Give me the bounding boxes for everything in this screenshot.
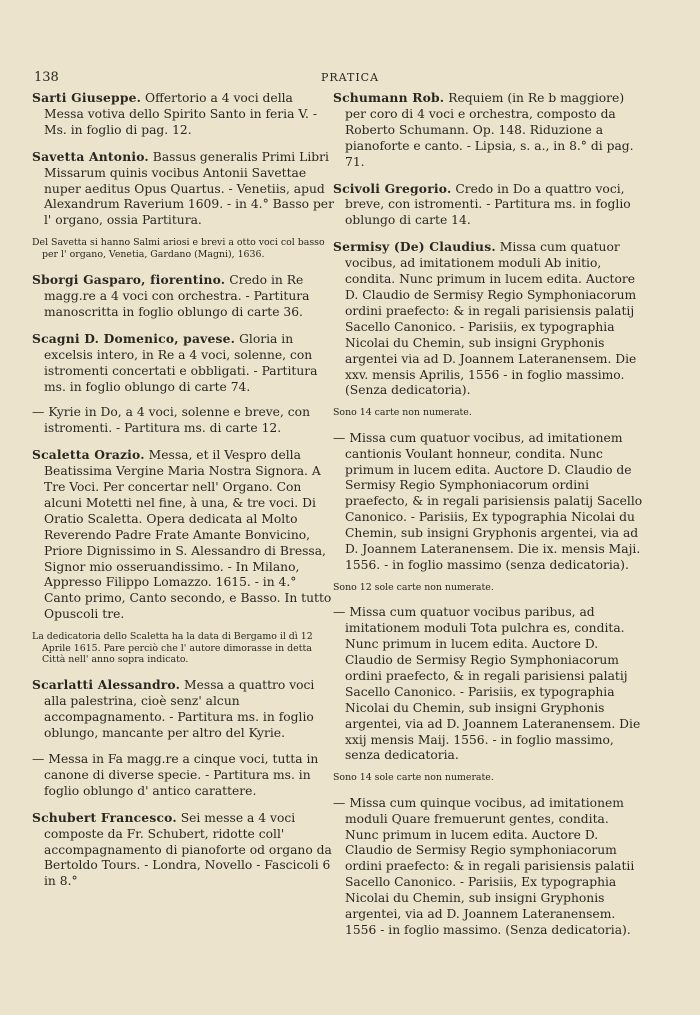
entry-text: Messa in Fa magg.re a cinque voci, tutta in canone di diverse specie. - Partitura ms. in foglio oblungo d' antico carattere. xyxy=(44,752,319,798)
catalog-entry xyxy=(32,405,334,437)
footnote xyxy=(32,631,334,665)
footnote xyxy=(333,582,643,593)
entry-dash: — xyxy=(32,752,45,767)
catalog-entry xyxy=(333,90,643,171)
entry-text: Sei messe a 4 voci composte da Fr. Schubert, ridotte coll' accompagnamento di pianoforte od organo da Bertoldo Tours. - Londra, Novello - Fascicoli 6 in 8.° xyxy=(44,810,332,889)
entry-heading: Scaletta Orazio. xyxy=(32,447,145,463)
entry-text: Requiem (in Re b maggiore) per coro di 4 voci e orchestra, composto da Roberto Schumann. Op. 148. Riduzione a pianoforte e canto. - Lipsia, s. a., in 8.° di pag. 71. xyxy=(345,91,634,169)
entry-dash: — xyxy=(333,795,346,810)
entry-text: Offertorio a 4 voci della Messa votiva dello Spirito Santo in feria V. - Ms. in foglio di pag. 12. xyxy=(44,91,318,137)
footnote-text: Sono 14 carte non numerate. xyxy=(333,407,472,419)
entry-heading: Scagni D. Domenico, pavese. xyxy=(32,330,236,346)
entry-heading: Scivoli Gregorio. xyxy=(333,180,452,196)
catalog-entry xyxy=(32,677,334,742)
catalog-entry xyxy=(333,796,643,939)
footnote xyxy=(32,237,334,260)
entry-text: Messa, et il Vespro della Beatissima Vergine Maria Nostra Signora. A Tre Voci. Per concertar nell' Organo. Con alcuni Motetti nel fine, à una, & tre voci. Di Oratio Scaletta. Opera dedicata al Molto Reverendo Padre Frate Amante Bonvicino, Priore Dignissimo in S. Alessandro di Bressa, Signor mio osseruandissimo. - In Milano, Appresso Filippo Lomazzo. 1615. - in 4.° Canto primo, Canto secondo, e Basso. In tutto Opuscoli tre. xyxy=(44,448,332,622)
entry-heading: Savetta Antonio. xyxy=(32,148,149,164)
entry-text: Gloria in excelsis intero, in Re a 4 voci, solenne, con istromenti concertati e obbligati. - Partitura ms. in foglio oblungo di carte 74. xyxy=(44,331,318,394)
entry-text: Credo in Do a quattro voci, breve, con istromenti. - Partitura ms. in foglio oblungo di carte 14. xyxy=(345,181,631,228)
entry-text: Missa cum quatuor vocibus paribus, ad imitationem moduli Tota pulchra es, condita. Nunc primum in lucem edita. Auctore D. Claudio de Sermisy Regio Symphoniacorum ordini praefecto, & in regali parisiensi palatij Sacello Canonico. - Parisiis, ex typographia Nicolai du Chemin, sub insigni Gryphonis argentei, via ad D. Joannem Lateranensem. Die xxij mensis Maij. 1556. - in foglio massimo, senza dedicatoria. xyxy=(345,605,641,763)
footnote-text: Del Savetta si hanno Salmi ariosi e brevi a otto voci col basso per l' organo, Venetia, Gardano (Magni), 1636. xyxy=(32,237,325,260)
running-head: PRATICA xyxy=(320,71,380,84)
entry-text: Missa cum quinque vocibus, ad imitationem moduli Quare fremuerunt gentes, condita. Nunc primum in lucem edita. Auctore D. Claudio de Sermisy Regio symphoniacorum ordini praefecto: & in regali parisiensis palatii Sacello Canonico. - Parisiis, Ex typographia Nicolai du Chemin, sub insigni Gryphonis argentei, via ad D. Joannem Lateranensem. 1556 - in foglio massimo. (Senza dedicatoria). xyxy=(345,795,635,937)
entry-text: Credo in Re magg.re a 4 voci con orchestra. - Partitura manoscritta in foglio oblungo di carte 36. xyxy=(44,273,310,319)
entry-heading: Scarlatti Alessandro. xyxy=(32,677,181,693)
footnote xyxy=(333,772,643,783)
entry-dash: — xyxy=(333,430,346,445)
catalog-entry xyxy=(333,181,643,230)
entry-dash: — xyxy=(32,405,45,420)
catalog-entry xyxy=(333,239,643,399)
catalog-entry xyxy=(32,331,334,396)
entry-heading: Schubert Francesco. xyxy=(32,809,177,825)
entry-heading: Schumann Rob. xyxy=(333,90,445,105)
catalog-entry xyxy=(32,447,334,623)
catalog-entry xyxy=(32,149,334,230)
catalog-entry xyxy=(333,431,643,574)
entry-dash: — xyxy=(333,605,346,620)
catalog-entry xyxy=(32,272,334,321)
footnote-text: La dedicatoria dello Scaletta ha la data di Bergamo il dì 12 Aprile 1615. Pare perciò che l' autore dimorasse in detta Città nell' anno sopra indicato. xyxy=(32,631,313,665)
right-column xyxy=(333,90,643,949)
entry-heading: Sarti Giuseppe. xyxy=(32,90,142,105)
page-header xyxy=(34,70,666,90)
footnote xyxy=(333,407,643,418)
entry-text: Kyrie in Do, a 4 voci, solenne e breve, con istromenti. - Partitura ms. di carte 12. xyxy=(44,405,310,436)
entry-heading: Sborgi Gasparo, fiorentino. xyxy=(32,272,226,288)
catalog-entry xyxy=(32,810,334,891)
left-column xyxy=(32,90,334,900)
entry-text: Bassus generalis Primi Libri Missarum quinis vocibus Antonii Savettae nuper aeditus Opus Quartus. - Venetiis, apud Alexandrum Raverium 1609. - in 4.° Basso per l' organo, ossia Partitura. xyxy=(44,149,334,228)
footnote-text: Sono 12 sole carte non numerate. xyxy=(333,581,494,593)
catalog-entry xyxy=(333,605,643,764)
footnote-text: Sono 14 sole carte non numerate. xyxy=(333,772,494,784)
entry-text: Missa cum quatuor vocibus, ad imitationem moduli Ab initio, condita. Nunc primum in lucem edita. Auctore D. Claudio de Sermisy Regio Symphoniacorum ordini praefecto: & in regali parisiensis palatij Sacello Canonico. - Parisiis, ex typographia Nicolai du Chemin, sub insigni Gryphonis argentei via ad D. Joannem Lateranensem. Die xxv. mensis Aprilis, 1556 - in foglio massimo. (Senza dedicatoria). xyxy=(345,240,637,398)
entry-heading: Sermisy (De) Claudius. xyxy=(333,239,496,255)
page-number: 138 xyxy=(34,70,59,85)
catalog-entry xyxy=(32,90,334,139)
entry-text: Missa cum quatuor vocibus, ad imitationem cantionis Voulant honneur, condita. Nunc primum in lucem edita. Auctore D. Claudio de Sermisy Regio Symphoniacorum ordini praefecto, & in regali parisiensis palatij Sacello Canonico. - Parisiis, Ex typographia Nicolai du Chemin, sub insigni Gryphonis argentei, via ad D. Joannem Lateranensem. Die ix. mensis Maji. 1556. - in foglio massimo (senza dedicatoria). xyxy=(345,430,643,572)
catalog-entry xyxy=(32,752,334,800)
entry-text: Messa a quattro voci alla palestrina, cioè senz' alcun accompagnamento. - Partitura ms. in foglio oblungo, mancante per altro del Kyrie. xyxy=(44,678,315,741)
